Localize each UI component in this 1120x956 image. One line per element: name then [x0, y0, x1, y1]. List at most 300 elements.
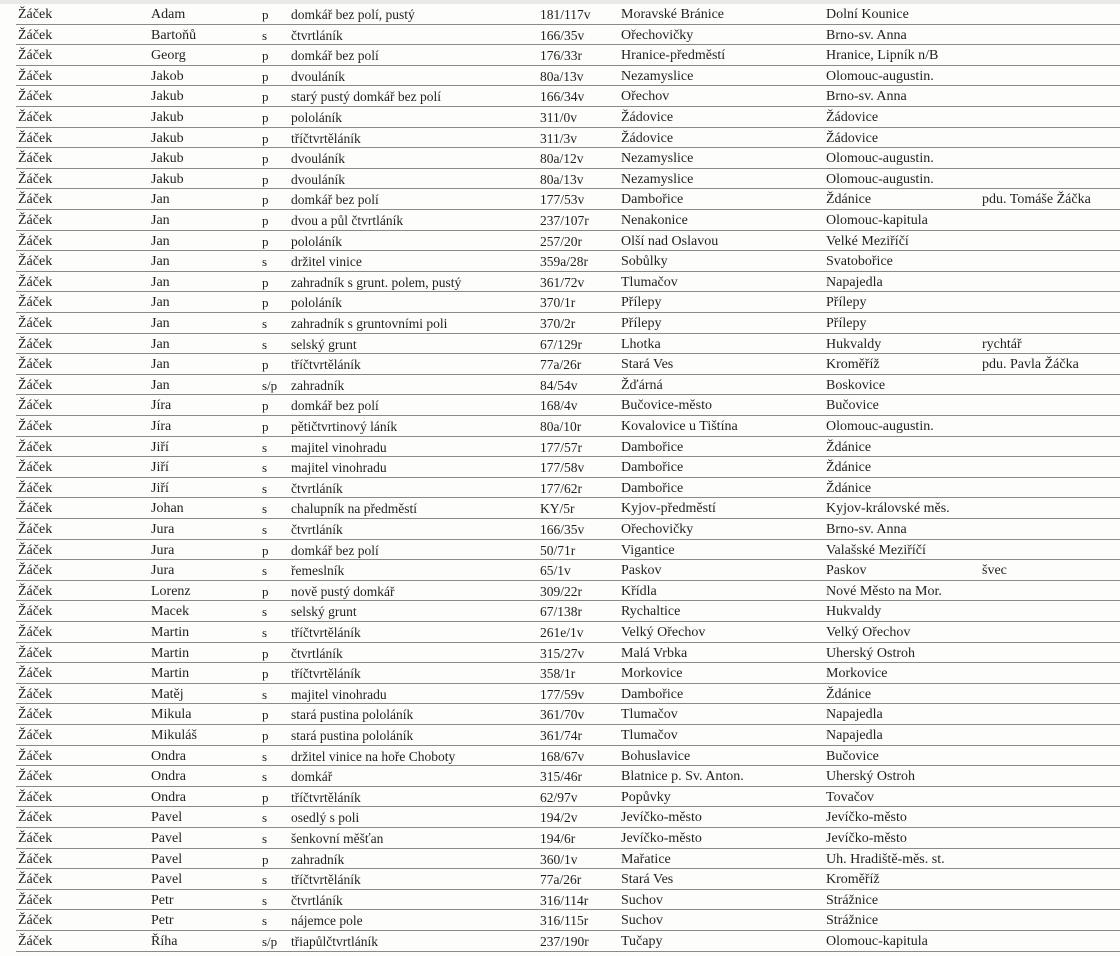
table-row — [0, 498, 1120, 519]
village-cell: Kyjov-předměstí — [621, 501, 716, 517]
status-cell: osedlý s poli — [291, 810, 360, 826]
table-row — [0, 910, 1120, 931]
village-cell: Stará Ves — [621, 357, 674, 373]
status-cell: zahradník s grunt. polem, pustý — [291, 274, 462, 290]
status-cell: stará pustina pololáník — [291, 707, 414, 723]
surname-cell: Žáček — [18, 563, 53, 579]
given-name-cell: Ondra — [151, 789, 186, 805]
status-cell: třiapůlčtvrtláník — [291, 934, 378, 949]
code-cell: p — [262, 542, 269, 558]
estate-cell: Kroměříž — [826, 872, 880, 888]
code-cell: s — [262, 439, 268, 455]
table-row — [0, 828, 1120, 849]
estate-cell: Olomouc-augustin. — [826, 68, 934, 84]
given-name-cell: Jan — [151, 336, 170, 352]
code-cell: s — [262, 831, 268, 846]
given-name-cell: Ondra — [151, 769, 186, 785]
table-row — [0, 746, 1120, 767]
table-row — [0, 169, 1120, 190]
village-cell: Dambořice — [621, 192, 684, 208]
estate-cell: Uh. Hradiště-měs. st. — [826, 851, 945, 867]
estate-cell: Přílepy — [826, 295, 867, 311]
given-name-cell: Petr — [151, 892, 174, 908]
status-cell: majitel vinohradu — [291, 460, 387, 476]
table-row — [0, 478, 1120, 499]
folio-cell: 360/1v — [540, 851, 578, 867]
surname-cell: Žáček — [18, 171, 53, 187]
estate-cell: Žádovice — [826, 110, 879, 125]
status-cell: domkář bez polí — [291, 192, 379, 208]
village-cell: Dambořice — [621, 439, 684, 455]
status-cell: majitel vinohradu — [291, 439, 387, 455]
given-name-cell: Jakub — [151, 151, 184, 167]
folio-cell: 177/57r — [540, 439, 582, 455]
estate-cell: Velký Ořechov — [826, 625, 911, 640]
folio-cell: 177/53v — [540, 192, 585, 208]
village-cell: Žďárná — [621, 377, 663, 393]
folio-cell: 237/107r — [540, 213, 589, 228]
given-name-cell: Jan — [151, 377, 170, 393]
estate-cell: Dolní Kounice — [826, 7, 909, 22]
estate-cell: Uherský Ostroh — [826, 645, 916, 661]
village-cell: Nenakonice — [621, 213, 688, 228]
code-cell: p — [262, 233, 269, 249]
table-row — [0, 292, 1120, 313]
folio-cell: KY/5r — [540, 501, 575, 517]
village-cell: Přílepy — [621, 295, 662, 311]
status-cell: čtvrtláník — [291, 522, 343, 537]
status-cell: držitel vinice — [291, 254, 362, 270]
table-row — [0, 395, 1120, 416]
folio-cell: 194/2v — [540, 810, 578, 826]
village-cell: Dambořice — [621, 480, 684, 496]
folio-cell: 315/27v — [540, 645, 585, 661]
folio-cell: 67/138r — [540, 604, 582, 620]
table-row — [0, 66, 1120, 87]
village-cell: Žádovice — [621, 130, 674, 146]
table-row — [0, 457, 1120, 478]
estate-cell: Napajedla — [826, 274, 883, 290]
surname-cell: Žáček — [18, 377, 53, 393]
surname-cell: Žáček — [18, 480, 53, 496]
village-cell: Tlumačov — [621, 707, 678, 723]
status-cell: pololáník — [291, 295, 342, 311]
status-cell: tříčtvrtěláník — [291, 625, 361, 640]
surname-cell: Žáček — [18, 151, 53, 167]
village-cell: Ořechov — [621, 89, 670, 105]
estate-cell: Žádovice — [826, 130, 879, 146]
status-cell: dvouláník — [291, 151, 345, 167]
code-cell: s — [262, 563, 268, 579]
folio-cell: 168/67v — [540, 748, 585, 764]
surname-cell: Žáček — [18, 213, 53, 228]
given-name-cell: Adam — [151, 7, 186, 22]
code-cell: s/p — [262, 377, 278, 393]
estate-cell: Napajedla — [826, 728, 883, 743]
table-row — [0, 540, 1120, 561]
code-cell: p — [262, 419, 269, 434]
estate-cell: Olomouc-augustin. — [826, 151, 934, 167]
estate-cell: Bučovice — [826, 398, 879, 414]
given-name-cell: Jan — [151, 192, 170, 208]
estate-cell: Ždánice — [826, 686, 872, 702]
status-cell: držitel vinice na hoře Choboty — [291, 748, 456, 764]
village-cell: Olší nad Oslavou — [621, 233, 719, 249]
given-name-cell: Jura — [151, 522, 175, 537]
code-cell: s — [262, 480, 268, 496]
folio-cell: 370/1r — [540, 295, 576, 311]
folio-cell: 177/59v — [540, 686, 585, 702]
table-row — [0, 107, 1120, 128]
table-row — [0, 210, 1120, 231]
village-cell: Sobůlky — [621, 254, 668, 270]
estate-cell: Brno-sv. Anna — [826, 522, 907, 537]
village-cell: Bohuslavice — [621, 748, 691, 764]
given-name-cell: Mikula — [151, 707, 192, 723]
folio-cell: 77a/26r — [540, 872, 582, 888]
folio-cell: 311/3v — [540, 130, 577, 146]
village-cell: Ořechovičky — [621, 27, 694, 43]
surname-cell: Žáček — [18, 233, 53, 249]
table-row — [0, 4, 1120, 25]
table-row — [0, 334, 1120, 355]
folio-cell: 359a/28r — [540, 254, 588, 270]
folio-cell: 168/4v — [540, 398, 578, 414]
estate-cell: Velké Meziříčí — [826, 233, 909, 249]
estate-cell: Strážnice — [826, 892, 879, 908]
folio-cell: 361/72v — [540, 274, 585, 290]
surname-cell: Žáček — [18, 851, 53, 867]
status-cell: dvouláník — [291, 68, 345, 84]
surname-cell: Žáček — [18, 625, 53, 640]
village-cell: Mařatice — [621, 851, 671, 867]
status-cell: chalupník na předměstí — [291, 501, 417, 517]
status-cell: tříčtvrtěláník — [291, 872, 361, 888]
status-cell: nově pustý domkář — [291, 583, 395, 599]
given-name-cell: Martin — [151, 666, 190, 682]
folio-cell: 80a/12v — [540, 151, 584, 167]
folio-cell: 309/22r — [540, 583, 582, 599]
folio-cell: 316/114r — [540, 892, 589, 908]
code-cell: s — [262, 892, 268, 908]
given-name-cell: Georg — [151, 48, 186, 64]
estate-cell: Hukvaldy — [826, 336, 882, 352]
estate-cell: Hukvaldy — [826, 604, 882, 620]
estate-cell: Svatobořice — [826, 254, 893, 270]
surname-cell: Žáček — [18, 192, 53, 208]
status-cell: tříčtvrtěláník — [291, 666, 361, 682]
village-cell: Popůvky — [621, 789, 671, 805]
status-cell: domkář bez polí, pustý — [291, 7, 415, 22]
given-name-cell: Jakub — [151, 110, 184, 125]
table-row — [0, 231, 1120, 252]
village-cell: Jevíčko-město — [621, 831, 702, 846]
table-row — [0, 354, 1120, 375]
folio-cell: 194/6r — [540, 831, 576, 846]
estate-cell: Brno-sv. Anna — [826, 27, 907, 43]
status-cell: tříčtvrtěláník — [291, 357, 361, 373]
code-cell: p — [262, 707, 269, 723]
estate-cell: Přílepy — [826, 316, 867, 331]
estate-cell: Olomouc-kapitula — [826, 213, 928, 228]
estate-cell: Valašské Meziříčí — [826, 542, 926, 558]
village-cell: Paskov — [621, 563, 662, 579]
given-name-cell: Jura — [151, 542, 175, 558]
status-cell: řemeslník — [291, 563, 345, 579]
surname-cell: Žáček — [18, 27, 53, 43]
estate-cell: Kyjov-královské měs. — [826, 501, 950, 517]
surname-cell: Žáček — [18, 748, 53, 764]
given-name-cell: Jíra — [151, 398, 172, 414]
code-cell: s — [262, 748, 268, 764]
surname-cell: Žáček — [18, 48, 53, 64]
table-row — [0, 375, 1120, 396]
surname-cell: Žáček — [18, 872, 53, 888]
table-row — [0, 684, 1120, 705]
estate-cell: Morkovice — [826, 666, 888, 682]
surname-cell: Žáček — [18, 130, 53, 146]
status-cell: domkář — [291, 769, 333, 785]
surname-cell: Žáček — [18, 336, 53, 352]
given-name-cell: Martin — [151, 625, 190, 640]
surname-cell: Žáček — [18, 913, 53, 929]
table-row — [0, 189, 1120, 210]
code-cell: s — [262, 460, 268, 476]
village-cell: Stará Ves — [621, 872, 674, 888]
table-row — [0, 931, 1120, 952]
status-cell: zahradník — [291, 377, 345, 393]
code-cell: p — [262, 7, 269, 22]
village-cell: Nezamyslice — [621, 171, 694, 187]
table-row — [0, 663, 1120, 684]
folio-cell: 176/33r — [540, 48, 582, 64]
village-cell: Vigantice — [621, 542, 675, 558]
table-row — [0, 128, 1120, 149]
status-cell: dvou a půl čtvrtláník — [291, 213, 404, 228]
code-cell: s — [262, 336, 268, 352]
folio-cell: 67/129r — [540, 336, 582, 352]
surname-cell: Žáček — [18, 604, 53, 620]
estate-cell: Ždánice — [826, 439, 872, 455]
status-cell: šenkovní měšťan — [291, 831, 384, 846]
village-cell: Křídla — [621, 583, 657, 599]
table-row — [0, 787, 1120, 808]
village-cell: Hranice-předměstí — [621, 48, 726, 64]
status-cell: čtvrtláník — [291, 645, 343, 661]
code-cell: p — [262, 130, 269, 146]
code-cell: s — [262, 769, 268, 785]
row-divider — [16, 951, 1120, 952]
status-cell: čtvrtláník — [291, 27, 343, 43]
folio-cell: 166/35v — [540, 27, 585, 43]
code-cell: p — [262, 645, 269, 661]
folio-cell: 80a/10r — [540, 419, 582, 434]
given-name-cell: Ondra — [151, 748, 186, 764]
status-cell: majitel vinohradu — [291, 686, 387, 702]
folio-cell: 311/0v — [540, 110, 577, 125]
surname-cell: Žáček — [18, 398, 53, 414]
village-cell: Nezamyslice — [621, 151, 694, 167]
table-row — [0, 437, 1120, 458]
table-row — [0, 807, 1120, 828]
surname-cell: Žáček — [18, 707, 53, 723]
estate-cell: Jevíčko-město — [826, 831, 907, 846]
given-name-cell: Bartoňů — [151, 27, 197, 43]
estate-cell: Bučovice — [826, 748, 879, 764]
given-name-cell: Jiří — [151, 480, 169, 496]
estate-cell: Olomouc-kapitula — [826, 934, 928, 949]
given-name-cell: Jan — [151, 274, 170, 290]
table-row — [0, 622, 1120, 643]
estate-cell: Olomouc-augustin. — [826, 419, 934, 434]
table-row — [0, 251, 1120, 272]
folio-cell: 361/74r — [540, 728, 582, 743]
folio-cell: 177/58v — [540, 460, 585, 476]
table-row — [0, 25, 1120, 46]
code-cell: s/p — [262, 934, 278, 949]
estate-cell: Olomouc-augustin. — [826, 171, 934, 187]
surname-cell: Žáček — [18, 522, 53, 537]
surname-cell: Žáček — [18, 810, 53, 826]
status-cell: zahradník s gruntovními poli — [291, 316, 448, 331]
given-name-cell: Jan — [151, 233, 170, 249]
surname-cell: Žáček — [18, 254, 53, 270]
table-row — [0, 601, 1120, 622]
village-cell: Přílepy — [621, 316, 662, 331]
note-cell: rychtář — [982, 336, 1022, 352]
estate-cell: Boskovice — [826, 377, 886, 393]
code-cell: p — [262, 213, 269, 228]
given-name-cell: Jiří — [151, 439, 169, 455]
surname-cell: Žáček — [18, 934, 53, 949]
folio-cell: 166/34v — [540, 89, 585, 105]
surname-cell: Žáček — [18, 728, 53, 743]
note-cell: pdu. Pavla Žáčka — [982, 357, 1079, 373]
surname-cell: Žáček — [18, 89, 53, 105]
given-name-cell: Pavel — [151, 810, 183, 826]
folio-cell: 316/115r — [540, 913, 589, 929]
table-row — [0, 560, 1120, 581]
table-row — [0, 849, 1120, 870]
folio-cell: 77a/26r — [540, 357, 582, 373]
village-cell: Nezamyslice — [621, 68, 694, 84]
code-cell: p — [262, 398, 269, 414]
given-name-cell: Jan — [151, 295, 170, 311]
surname-cell: Žáček — [18, 686, 53, 702]
given-name-cell: Jan — [151, 357, 170, 373]
code-cell: s — [262, 522, 268, 537]
code-cell: p — [262, 274, 269, 290]
code-cell: p — [262, 357, 269, 373]
table-row — [0, 45, 1120, 66]
estate-cell: Ždánice — [826, 480, 872, 496]
given-name-cell: Jan — [151, 213, 170, 228]
village-cell: Lhotka — [621, 336, 661, 352]
estate-cell: Paskov — [826, 563, 867, 579]
village-cell: Velký Ořechov — [621, 625, 706, 640]
code-cell: p — [262, 192, 269, 208]
status-cell: pololáník — [291, 233, 342, 249]
surname-cell: Žáček — [18, 316, 53, 331]
status-cell: tříčtvrtěláník — [291, 130, 361, 146]
village-cell: Moravské Bránice — [621, 7, 725, 22]
code-cell: s — [262, 913, 268, 929]
village-cell: Tučapy — [621, 934, 663, 949]
status-cell: starý pustý domkář bez polí — [291, 89, 441, 105]
given-name-cell: Petr — [151, 913, 174, 929]
village-cell: Tlumačov — [621, 274, 678, 290]
estate-cell: Jevíčko-město — [826, 810, 907, 826]
village-cell: Blatnice p. Sv. Anton. — [621, 769, 744, 785]
code-cell: s — [262, 686, 268, 702]
given-name-cell: Jakub — [151, 89, 184, 105]
given-name-cell: Jíra — [151, 419, 172, 434]
surname-cell: Žáček — [18, 789, 53, 805]
surname-cell: Žáček — [18, 295, 53, 311]
estate-cell: Brno-sv. Anna — [826, 89, 907, 105]
folio-cell: 358/1r — [540, 666, 576, 682]
surname-cell: Žáček — [18, 769, 53, 785]
given-name-cell: Jan — [151, 254, 170, 270]
surname-cell: Žáček — [18, 7, 53, 22]
table-row — [0, 581, 1120, 602]
code-cell: p — [262, 68, 269, 84]
village-cell: Kovalovice u Tištína — [621, 419, 738, 434]
village-cell: Žádovice — [621, 110, 674, 125]
estate-cell: Uherský Ostroh — [826, 769, 916, 785]
estate-cell: Nové Město na Mor. — [826, 583, 942, 599]
table-row — [0, 704, 1120, 725]
folio-cell: 361/70v — [540, 707, 585, 723]
folio-cell: 50/71r — [540, 542, 576, 558]
estate-cell: Napajedla — [826, 707, 883, 723]
village-cell: Suchov — [621, 913, 663, 929]
status-cell: dvouláník — [291, 171, 345, 187]
surname-cell: Žáček — [18, 460, 53, 476]
estate-cell: Hranice, Lipník n/B — [826, 48, 939, 64]
estate-cell: Ždánice — [826, 460, 872, 476]
code-cell: p — [262, 48, 269, 64]
surname-cell: Žáček — [18, 542, 53, 558]
surname-cell: Žáček — [18, 419, 53, 434]
note-cell: pdu. Tomáše Žáčka — [982, 192, 1091, 208]
status-cell: selský grunt — [291, 604, 357, 620]
given-name-cell: Johan — [151, 501, 184, 517]
folio-cell: 181/117v — [540, 7, 591, 22]
folio-cell: 65/1v — [540, 563, 571, 579]
estate-cell: Ždánice — [826, 192, 872, 208]
code-cell: p — [262, 171, 269, 187]
status-cell: pětičtvrtinový láník — [291, 419, 398, 434]
surname-cell: Žáček — [18, 501, 53, 517]
folio-cell: 370/2r — [540, 316, 576, 331]
village-cell: Bučovice-město — [621, 398, 712, 414]
village-cell: Suchov — [621, 892, 663, 908]
given-name-cell: Macek — [151, 604, 190, 620]
folio-cell: 315/46r — [540, 769, 582, 785]
table-row — [0, 272, 1120, 293]
surname-cell: Žáček — [18, 68, 53, 84]
status-cell: selský grunt — [291, 336, 357, 352]
code-cell: s — [262, 501, 268, 517]
given-name-cell: Jakub — [151, 130, 184, 146]
village-cell: Jevíčko-město — [621, 810, 702, 826]
code-cell: p — [262, 295, 269, 311]
code-cell: s — [262, 27, 268, 43]
table-row — [0, 313, 1120, 334]
surname-cell: Žáček — [18, 666, 53, 682]
status-cell: čtvrtláník — [291, 892, 343, 908]
